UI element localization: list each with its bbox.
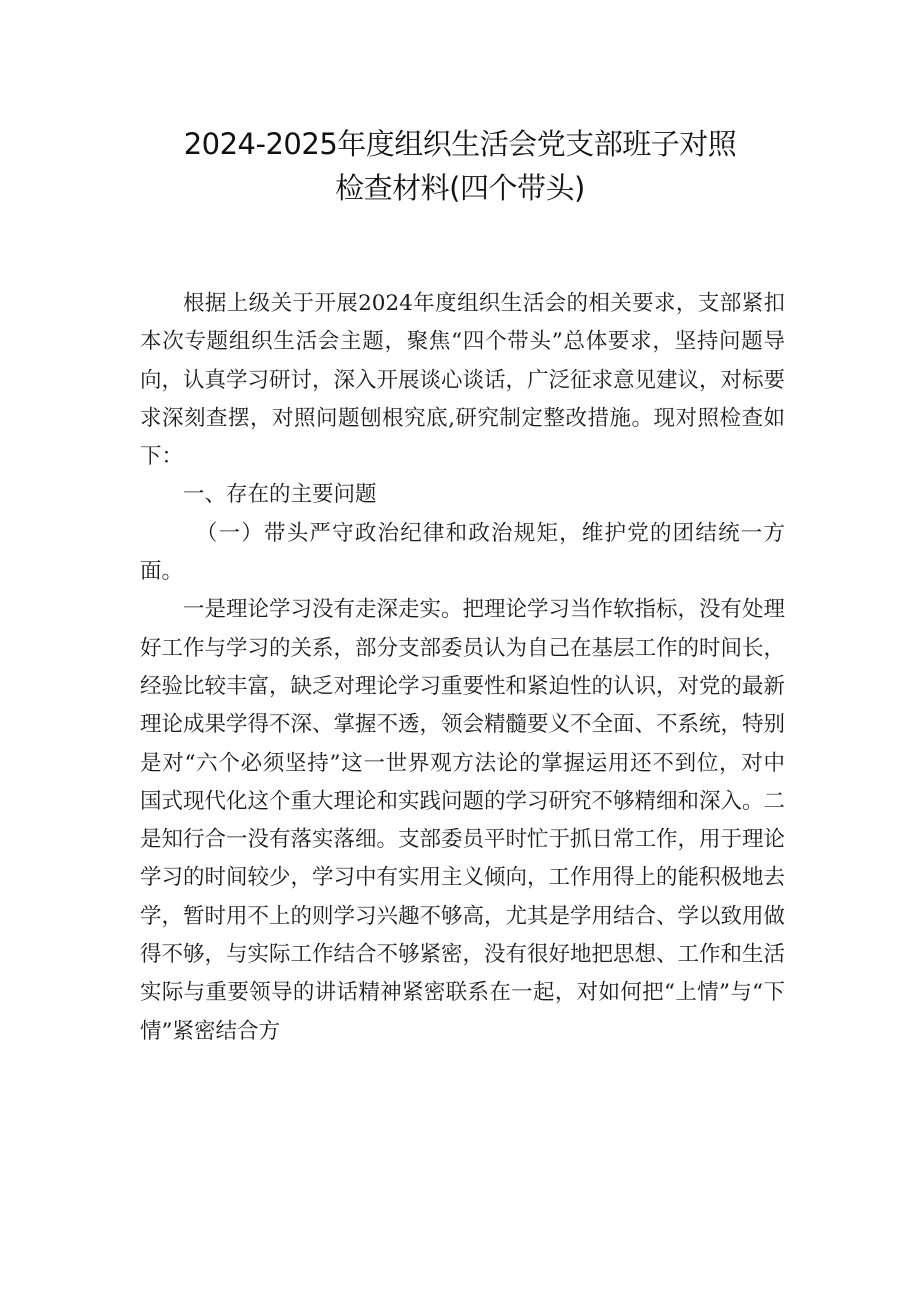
body-paragraph: 一是理论学习没有走深走实。把理论学习当作软指标，没有处理好工作与学习的关系，部分支部委员认为自己在基层工作的时间长，经验比较丰富，缺乏对理论学习重要性和紧迫性的认识，对党的最新理论成果学得不深、掌握不透，领会精髓要义不全面、不系统，特别是对“六个必须坚持”这一世界观方法论的掌握运用还不到位，对中国式现代化这个重大理论和实践问题的学习研究不够精细和深入。二是知行合一没有落实落细。支部委员平时忙于抓日常工作，用于理论学习的时间较少，学习中有实用主义倾向，工作用得上的能积极地去学，暂时用不上的则学习兴趣不够高，尤其是学用结合、学以致用做得不够，与实际工作结合不够紧密，没有很好地把思想、工作和生活实际与重要领导的讲话精神紧密联系在一起，对如何把“上情”与“下情”紧密结合方 [140, 597, 786, 1044]
section-heading: 一、存在的主要问题 [183, 482, 377, 508]
document-body [140, 285, 785, 1051]
subsection-heading: （一）带头严守政治纪律和政治规矩，维护党的团结统一方面。 [140, 520, 785, 585]
document-title-line1: 2024-2025年度组织生活会党支部班子对照 [183, 127, 737, 161]
intro-paragraph: 根据上级关于开展2024年度组织生活会的相关要求，支部紧扣本次专题组织生活会主题，聚焦“四个带头”总体要求，坚持问题导向，认真学习研讨，深入开展谈心谈话，广泛征求意见建议，对标要求深刻查摆，对照问题刨根究底,研究制定整改措施。现对照检查如下： [140, 291, 786, 470]
document-title-line2: 检查材料(四个带头) [335, 171, 585, 205]
